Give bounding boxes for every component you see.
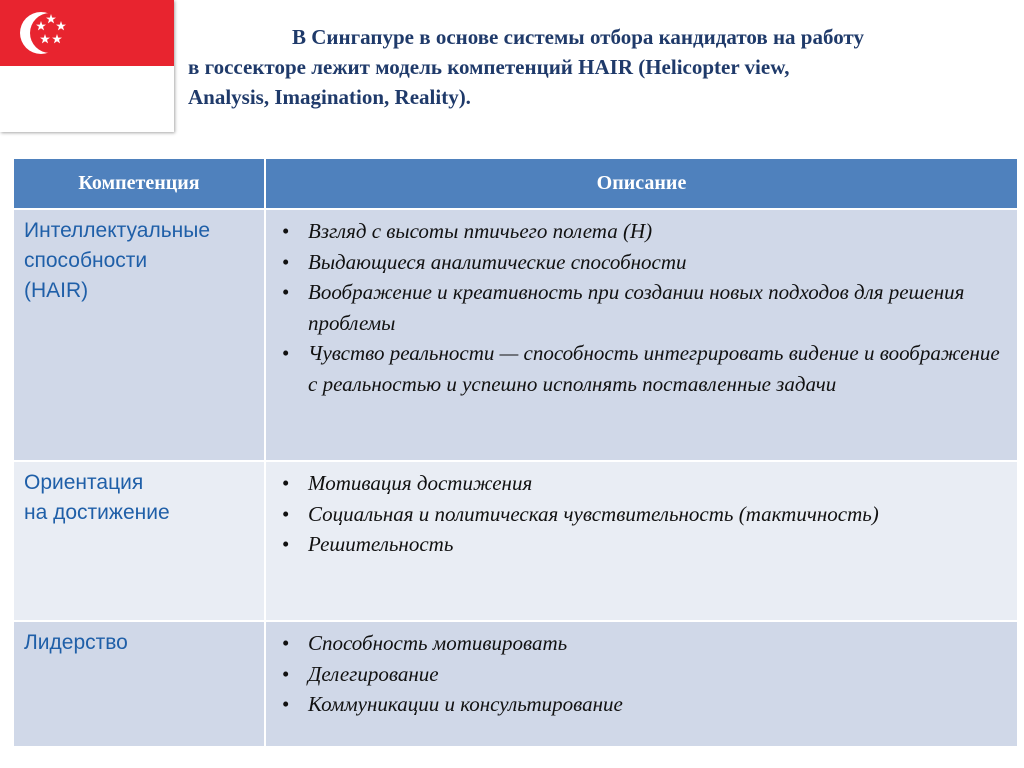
list-item: • Воображение и креативность при создании новых подходов для решения проблемы: [280, 277, 1009, 338]
competency-description: [265, 461, 1018, 621]
list-item: • Решительность: [280, 529, 1009, 560]
column-header-description: Описание: [265, 158, 1018, 209]
list-item: • Выдающиеся аналитические способности: [280, 247, 1009, 278]
singapore-flag: [0, 0, 174, 132]
competency-description: [265, 209, 1018, 461]
description-list: [280, 216, 1009, 399]
competency-name-line: Ориентация: [24, 471, 144, 494]
table-header-row: [13, 158, 1018, 209]
competency-name-line: Лидерство: [24, 631, 128, 654]
competency-name-line: на достижение: [24, 501, 170, 524]
list-item: • Способность мотивировать: [280, 628, 1009, 659]
description-list: [280, 468, 1009, 560]
competency-description: [265, 621, 1018, 747]
competency-name-line: (HAIR): [24, 279, 89, 302]
table-row: [13, 621, 1018, 747]
competency-table: [12, 157, 1019, 748]
competency-name-line: Интеллектуальные: [24, 219, 211, 242]
crescent-stars-icon: [0, 0, 174, 66]
competency-name-line: способности: [24, 249, 148, 272]
table-row: [13, 209, 1018, 461]
list-item: • Взгляд с высоты птичьего полета (H): [280, 216, 1009, 247]
competency-name: [13, 209, 265, 461]
title-line-2: в госсекторе лежит модель компетенций HAIR (Helicopter view,: [188, 55, 790, 79]
column-header-competency: Компетенция: [13, 158, 265, 209]
list-item: • Делегирование: [280, 659, 1009, 690]
description-list: [280, 628, 1009, 720]
list-item: • Коммуникации и консультирование: [280, 689, 1009, 720]
title-line-3: Analysis, Imagination, Reality).: [188, 85, 471, 109]
list-item: • Чувство реальности — способность интегрировать видение и воображение с реальностью и успешно исполнять поставленные задачи: [280, 338, 1009, 399]
title-line-1: В Сингапуре в основе системы отбора кандидатов на работу: [292, 25, 864, 49]
table-row: [13, 461, 1018, 621]
page-title: [188, 22, 1008, 112]
competency-name: [13, 461, 265, 621]
list-item: • Мотивация достижения: [280, 468, 1009, 499]
list-item: • Социальная и политическая чувствительность (тактичность): [280, 499, 1009, 530]
competency-name: [13, 621, 265, 747]
